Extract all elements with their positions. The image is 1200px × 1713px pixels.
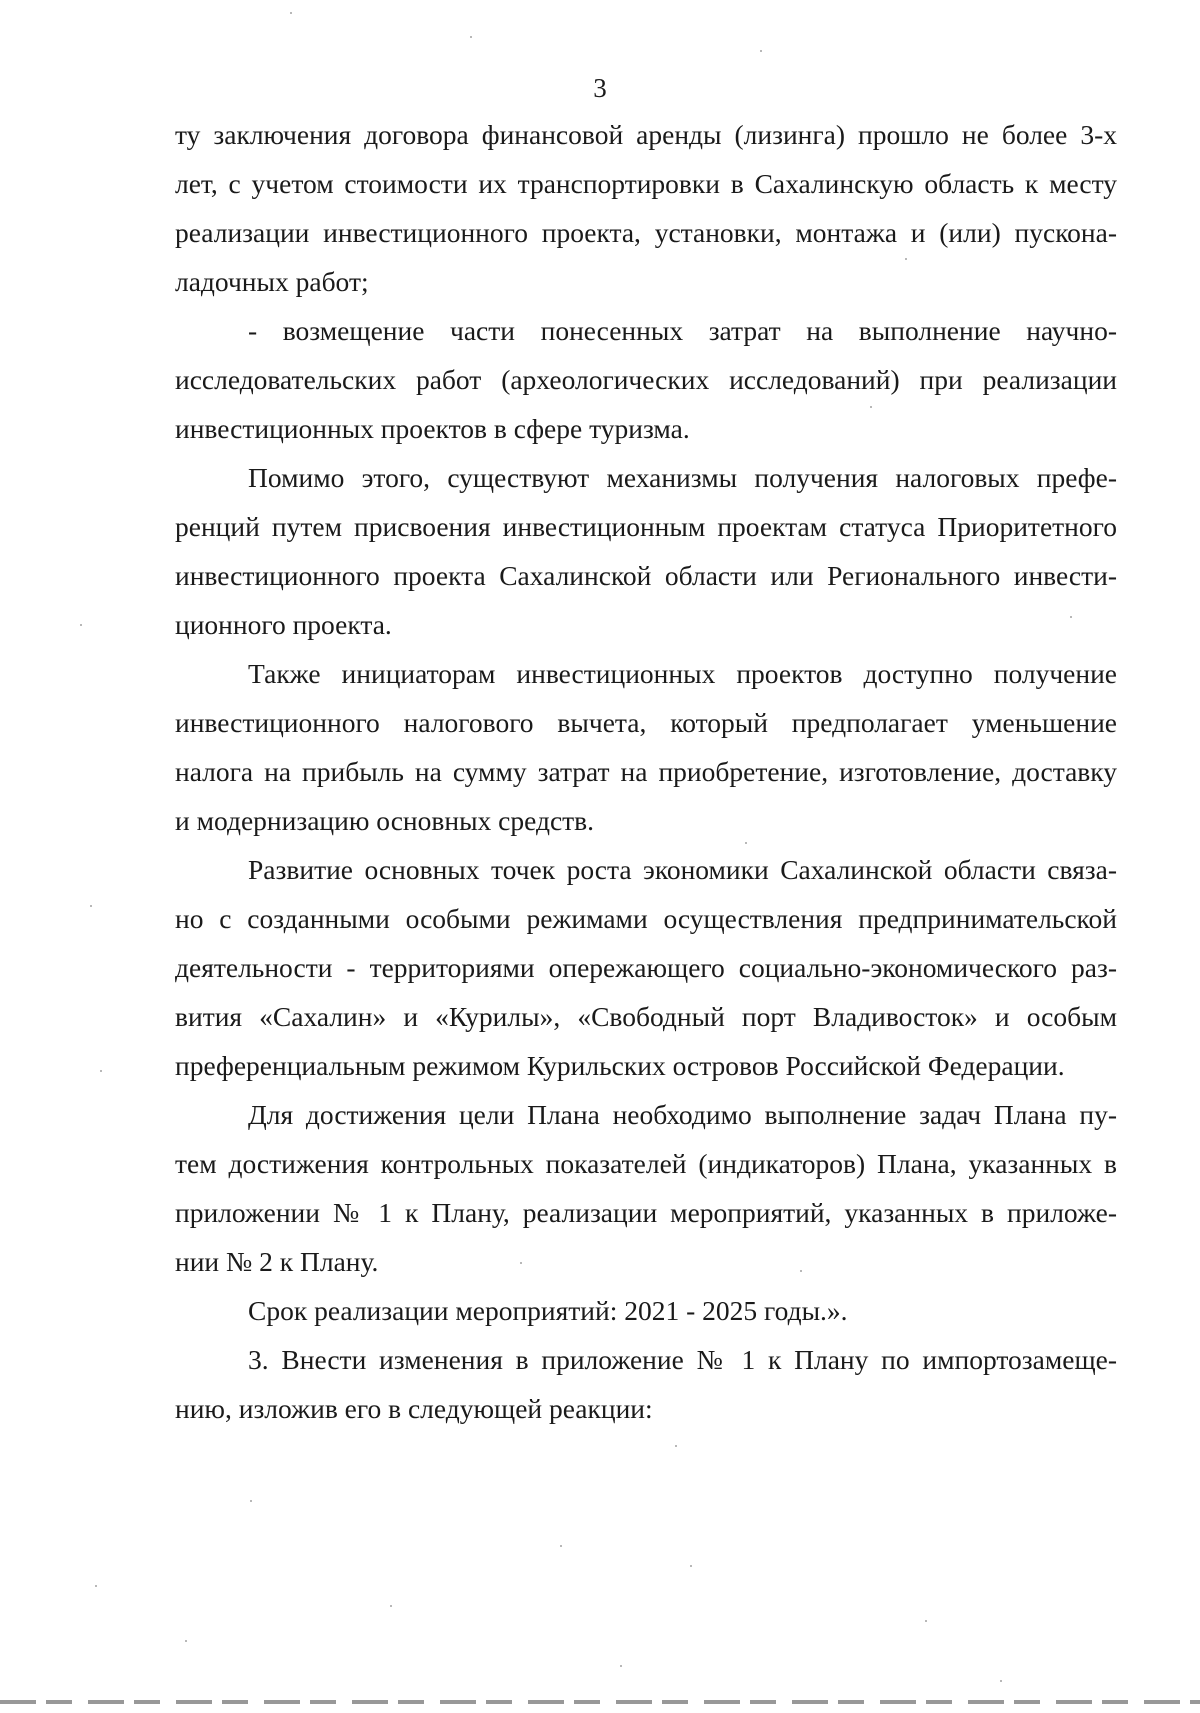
scan-speck [290,12,292,14]
scan-speck [185,1640,187,1642]
scan-speck [250,1500,252,1502]
text-line: инвестиционных проектов в сфере туризма. [175,413,690,444]
page-number: 3 [593,73,607,103]
scan-speck [800,1270,802,1272]
scan-speck [90,905,92,907]
text-line: ционного проекта. [175,609,392,640]
text-line: реализации инвестиционного проекта, установки, монтажа и (или) пускона- [175,217,1117,248]
scan-speck [905,258,907,260]
text-line: деятельности - территориями опережающего социально-экономического раз- [175,952,1117,983]
scan-speck [690,1565,692,1567]
text-line: преференциальным режимом Курильских островов Российской Федерации. [175,1050,1065,1081]
text-line: ренций путем присвоения инвестиционным проектам статуса Приоритетного [175,511,1117,542]
scan-speck [620,1665,622,1667]
text-line: Помимо этого, существуют механизмы получения налоговых префе- [248,462,1117,493]
scan-edge-artifact [0,1700,1200,1704]
text-line: нию, изложив его в следующей реакции: [175,1393,653,1424]
scan-speck [870,406,872,408]
text-line: инвестиционного проекта Сахалинской области или Регионального инвести- [175,560,1117,591]
scan-speck [1000,1680,1002,1682]
text-line: нии № 2 к Плану. [175,1246,379,1277]
text-line: - возмещение части понесенных затрат на выполнение научно- [248,315,1117,346]
text-line: Для достижения цели Плана необходимо выполнение задач Плана пу- [248,1099,1117,1130]
text-line: приложении № 1 к Плану, реализации мероприятий, указанных в приложе- [175,1197,1117,1228]
scan-speck [95,1585,97,1587]
scan-speck [390,1605,392,1607]
text-line: но с созданными особыми режимами осуществления предпринимательской [175,903,1117,934]
text-line: ту заключения договора финансовой аренды (лизинга) прошло не более 3-х [175,119,1117,150]
text-line: лет, с учетом стоимости их транспортировки в Сахалинскую область к месту [175,168,1117,199]
text-line: исследовательских работ (археологических исследований) при реализации [175,364,1117,395]
scan-speck [675,1445,677,1447]
text-line: 3. Внести изменения в приложение № 1 к Плану по импортозамеще- [248,1344,1117,1375]
scan-speck [100,1070,102,1072]
scan-speck [925,1620,927,1622]
text-line: налога на прибыль на сумму затрат на приобретение, изготовление, доставку [175,756,1117,787]
scan-speck [520,1262,522,1264]
text-line: и модернизацию основных средств. [175,805,595,836]
scan-speck [760,50,762,52]
scan-speck [80,624,82,626]
text-line: вития «Сахалин» и «Курилы», «Свободный порт Владивосток» и особым [175,1001,1117,1032]
text-line: Также инициаторам инвестиционных проектов доступно получение [248,658,1117,689]
scan-speck [745,842,747,844]
text-line: тем достижения контрольных показателей (индикаторов) Плана, указанных в [175,1148,1117,1179]
scan-speck [560,1545,562,1547]
text-line: Срок реализации мероприятий: 2021 - 2025 годы.». [248,1295,848,1326]
scan-speck [1070,616,1072,618]
scan-speck [470,36,472,38]
text-line: Развитие основных точек роста экономики Сахалинской области связа- [248,854,1117,885]
text-line: инвестиционного налогового вычета, который предполагает уменьшение [175,707,1117,738]
text-line: ладочных работ; [175,266,369,297]
